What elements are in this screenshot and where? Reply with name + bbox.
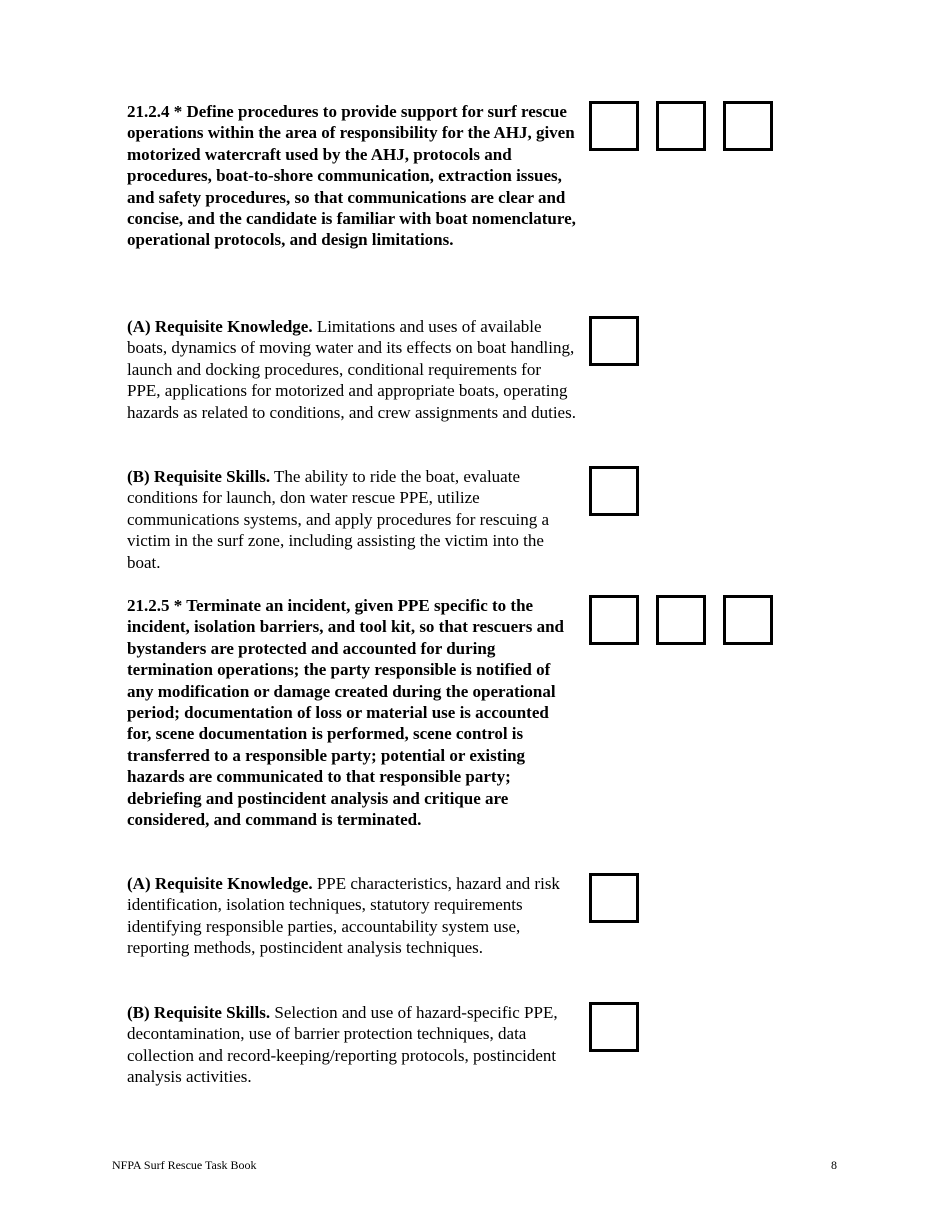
knowledge-label: (A) Requisite Knowledge.	[127, 317, 313, 336]
evaluation-checkboxes-21-2-5	[589, 595, 773, 645]
knowledge-checkbox-group-21-2-5	[589, 873, 639, 923]
skills-text: Selection and use of hazard-specific PPE, decontamination, use of barrier protection techniques, data collection and record-keeping/reporting protocols, postincident analysis activities.	[127, 1003, 558, 1087]
skills-checkbox-group-21-2-5	[589, 1002, 639, 1052]
evaluation-checkboxes-21-2-4	[589, 101, 773, 151]
checkbox-3[interactable]	[723, 595, 773, 645]
jpr-heading-21-2-4: 21.2.4 * Define procedures to provide support for surf rescue operations within the area of responsibility for the AHJ, given motorized watercraft used by the AHJ, protocols and procedures, boat-to-shore communication, extraction issues, and safety procedures, so that communications are clear and concise, and the candidate is familiar with boat nomenclature, operational protocols, and design limitations.	[127, 102, 576, 250]
knowledge-text: Limitations and uses of available boats, dynamics of moving water and its effects on boat handling, launch and docking procedures, conditional requirements for PPE, applications for motorized and appropriate boats, operating hazards as related to conditions, and crew assignments and duties.	[127, 317, 576, 422]
requisite-knowledge-21-2-4	[127, 316, 577, 423]
requisite-knowledge-21-2-5	[127, 873, 577, 959]
checkbox-2[interactable]	[656, 101, 706, 151]
checkbox-3[interactable]	[723, 101, 773, 151]
checkbox-1[interactable]	[589, 101, 639, 151]
checkbox-1[interactable]	[589, 595, 639, 645]
skills-label: (B) Requisite Skills.	[127, 1003, 271, 1022]
skills-text: The ability to ride the boat, evaluate conditions for launch, don water rescue PPE, utilize communications systems, and apply procedures for rescuing a victim in the surf zone, including assisting the victim into the boat.	[127, 467, 550, 572]
knowledge-label: (A) Requisite Knowledge.	[127, 874, 313, 893]
footer-title: NFPA Surf Rescue Task Book	[112, 1158, 257, 1172]
skills-checkbox-group-21-2-4	[589, 466, 639, 516]
knowledge-text: PPE characteristics, hazard and risk identification, isolation techniques, statutory requirements identifying responsible parties, accountability system use, reporting methods, postincident analysis techniques.	[127, 874, 560, 958]
skills-label: (B) Requisite Skills.	[127, 467, 271, 486]
knowledge-checkbox[interactable]	[589, 873, 639, 923]
jpr-heading-21-2-5: 21.2.5 * Terminate an incident, given PPE specific to the incident, isolation barriers, and tool kit, so that rescuers and bystanders are protected and accounted for during termination operations; the party responsible is notified of any modification or damage created during the operational period; documentation of loss or material use is accounted for, scene documentation is performed, scene control is transferred to a responsible party; potential or existing hazards are communicated to that responsible party; debriefing and postincident analysis and critique are considered, and command is terminated.	[127, 596, 564, 830]
skills-checkbox[interactable]	[589, 466, 639, 516]
requisite-skills-21-2-4	[127, 466, 577, 573]
page-number: 8	[831, 1158, 837, 1172]
knowledge-checkbox-group-21-2-4	[589, 316, 639, 366]
requisite-skills-21-2-5	[127, 1002, 577, 1088]
checkbox-2[interactable]	[656, 595, 706, 645]
knowledge-checkbox[interactable]	[589, 316, 639, 366]
skills-checkbox[interactable]	[589, 1002, 639, 1052]
